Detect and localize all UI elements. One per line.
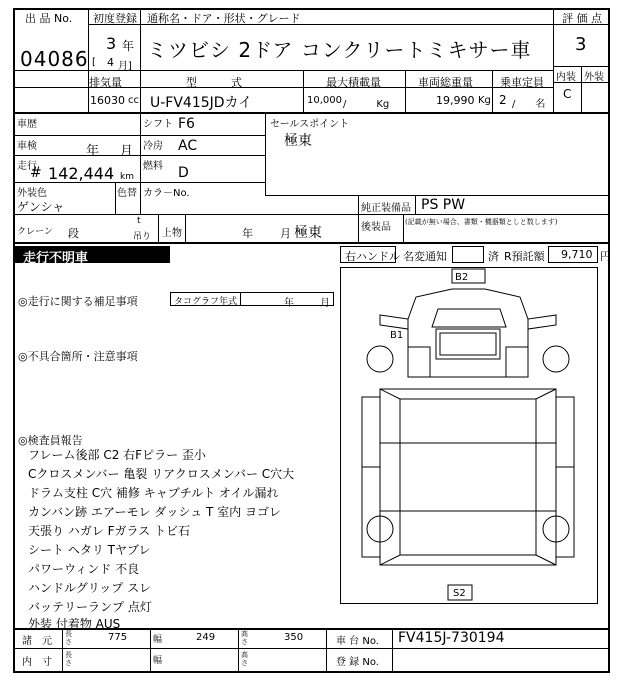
mileage-prefix: # <box>30 165 42 181</box>
displacement-label: 排気量 <box>89 76 122 89</box>
capacity-label: 乗車定員 <box>500 76 544 89</box>
dimensions-label: 諸 元 <box>22 636 52 647</box>
fuel-label: 燃料 <box>143 161 163 172</box>
recycle-deposit-label: R預託額 <box>504 250 545 263</box>
interior-width-label: 幅 <box>153 656 163 666</box>
recycle-status: 済 <box>488 250 499 263</box>
fuel-value: D <box>178 165 189 181</box>
interior-dims-label: 内 寸 <box>22 657 52 668</box>
displacement-unit: cc <box>128 95 139 106</box>
tachograph-year-unit: 年 <box>284 298 294 309</box>
color-label: 外装色 <box>17 188 47 199</box>
label-b2: B2 <box>455 272 469 283</box>
overall-grade: 3 <box>575 34 587 55</box>
tachograph-month-unit: 月 <box>320 298 330 309</box>
max-load-label: 最大積載量 <box>326 76 381 89</box>
body-year-unit: 年 <box>242 227 253 240</box>
inspector-line: 天張り ハガレ Fガラス トビ石 <box>28 524 190 538</box>
label-b1: B1 <box>390 330 404 341</box>
color-change-label: 色替 <box>117 188 137 199</box>
inspector-line: パワーウィンド 不良 <box>28 562 140 576</box>
model-value: U-FV415JDカイ <box>150 95 253 111</box>
displacement-value: 16030 <box>90 94 125 107</box>
mileage-value: 142,444 <box>48 164 115 183</box>
vehicle-name: ミツビシ 2ドア コンクリートミキサー車 <box>147 38 532 62</box>
year-unit: 年 <box>122 39 135 53</box>
lot-label: 出 品 No. <box>25 12 73 25</box>
inspector-report-label: ◎検査員報告 <box>18 434 83 447</box>
inspector-line: ハンドルグリップ スレ <box>28 581 152 595</box>
vehicle-name-label: 通称名・ドア・形状・グレード <box>147 12 301 25</box>
crane-stage-unit: 段 <box>68 227 79 240</box>
history-label: 車歴 <box>17 119 37 130</box>
interior-length-label: 長さ <box>65 651 72 667</box>
chassis-label: 車 台 No. <box>336 636 379 647</box>
genuine-equipment-label: 純正装備品 <box>361 203 411 214</box>
defects-label: ◎不具合箇所・注意事項 <box>18 350 138 363</box>
crane-lift-unit: 吊り <box>133 232 152 242</box>
name-change-label: 名変通知 <box>403 250 447 263</box>
crane-label: クレーン <box>17 227 53 237</box>
max-load-value: 10,000 <box>307 95 342 106</box>
inspection-year-unit: 年 <box>86 144 100 159</box>
mileage-unit: km <box>120 172 134 182</box>
aftermarket-label: 後装品 <box>361 222 391 233</box>
first-registration-label: 初度登録 <box>93 12 137 25</box>
width-value: 249 <box>196 632 216 643</box>
tachograph-label: タコグラフ年式 <box>174 297 238 307</box>
mileage-label: 走行 <box>17 161 37 172</box>
gross-weight-unit: Kg <box>478 95 491 106</box>
body-month-unit: 月 <box>280 227 291 240</box>
inspector-line: バッテリーランプ 点灯 <box>28 600 152 614</box>
width-label: 幅 <box>153 635 163 645</box>
inspector-line: シート ヘタリ Tヤブレ <box>28 543 151 557</box>
gross-weight-value: 19,990 <box>436 94 475 107</box>
inspection-month-unit: 月 <box>120 144 134 159</box>
interior-height-label: 高さ <box>241 651 248 667</box>
ac-label: 冷房 <box>143 141 163 152</box>
color-code-label: カラ－No. <box>143 188 190 199</box>
name-change-box <box>452 246 484 263</box>
inspector-line: ドラム支柱 C穴 補修 キャブチルト オイル漏れ <box>28 486 279 500</box>
month-unit: 月] <box>118 61 132 72</box>
capacity-value: 2 <box>499 93 507 107</box>
yen-unit: 円 <box>600 250 611 263</box>
shift-label: シフト <box>143 119 173 130</box>
body-maker-label: 上物 <box>162 228 182 239</box>
genuine-equipment-value: PS PW <box>421 197 466 213</box>
shift-value: F6 <box>178 116 195 132</box>
gross-weight-label: 車両総重量 <box>418 76 473 89</box>
height-label: 高さ <box>241 630 248 646</box>
lot-number: 04086 <box>20 47 89 71</box>
length-value: 775 <box>108 632 128 643</box>
length-label: 長さ <box>65 630 72 646</box>
truck-body-diagram <box>340 267 598 604</box>
capacity-unit: / 名 <box>512 99 546 110</box>
body-maker-value: 極東 <box>294 225 322 241</box>
unknown-mileage-badge: 走行不明車 <box>15 246 170 263</box>
sales-point-label: セールスポイント <box>270 119 350 130</box>
crane-ton-unit: t <box>137 216 141 226</box>
month-bracket: [ <box>92 57 96 68</box>
inspector-line: 外装 付着物 AUS <box>28 617 121 631</box>
inspector-line: Cクロスメンバー 亀裂 リアクロスメンバー C穴大 <box>28 467 295 481</box>
aftermarket-note: (記載が無い場合、書類・機器類としと数します) <box>405 218 558 226</box>
registration-label: 登 録 No. <box>336 657 379 668</box>
max-load-unit: / Kg <box>343 99 390 110</box>
label-s2: S2 <box>453 588 466 599</box>
first-registration-year: 3 <box>106 34 117 53</box>
height-value: 350 <box>284 632 304 643</box>
exterior-grade-label: 外装 <box>584 72 604 83</box>
interior-grade: C <box>563 87 572 101</box>
inspector-line: カンバン跡 エアーモレ ダッシュ T 室内 ヨゴレ <box>28 505 281 519</box>
travel-notes-label: ◎走行に関する補足事項 <box>18 295 138 308</box>
recycle-amount: 9,710 <box>561 248 593 261</box>
chassis-value: FV415J-730194 <box>398 630 505 646</box>
color-value: ゲンシャ <box>17 200 65 214</box>
ac-value: AC <box>178 138 198 154</box>
sales-point-value: 極東 <box>284 133 312 149</box>
first-registration-month: 4 <box>107 56 114 69</box>
interior-grade-label: 内装 <box>556 72 576 83</box>
model-label: 型 式 <box>186 76 246 89</box>
inspection-label: 車検 <box>17 141 37 152</box>
steering-position: 右ハンドル <box>345 250 400 263</box>
inspector-line: フレーム後部 C2 右Fピラー 歪小 <box>28 448 206 462</box>
grade-label: 評 価 点 <box>562 12 602 25</box>
